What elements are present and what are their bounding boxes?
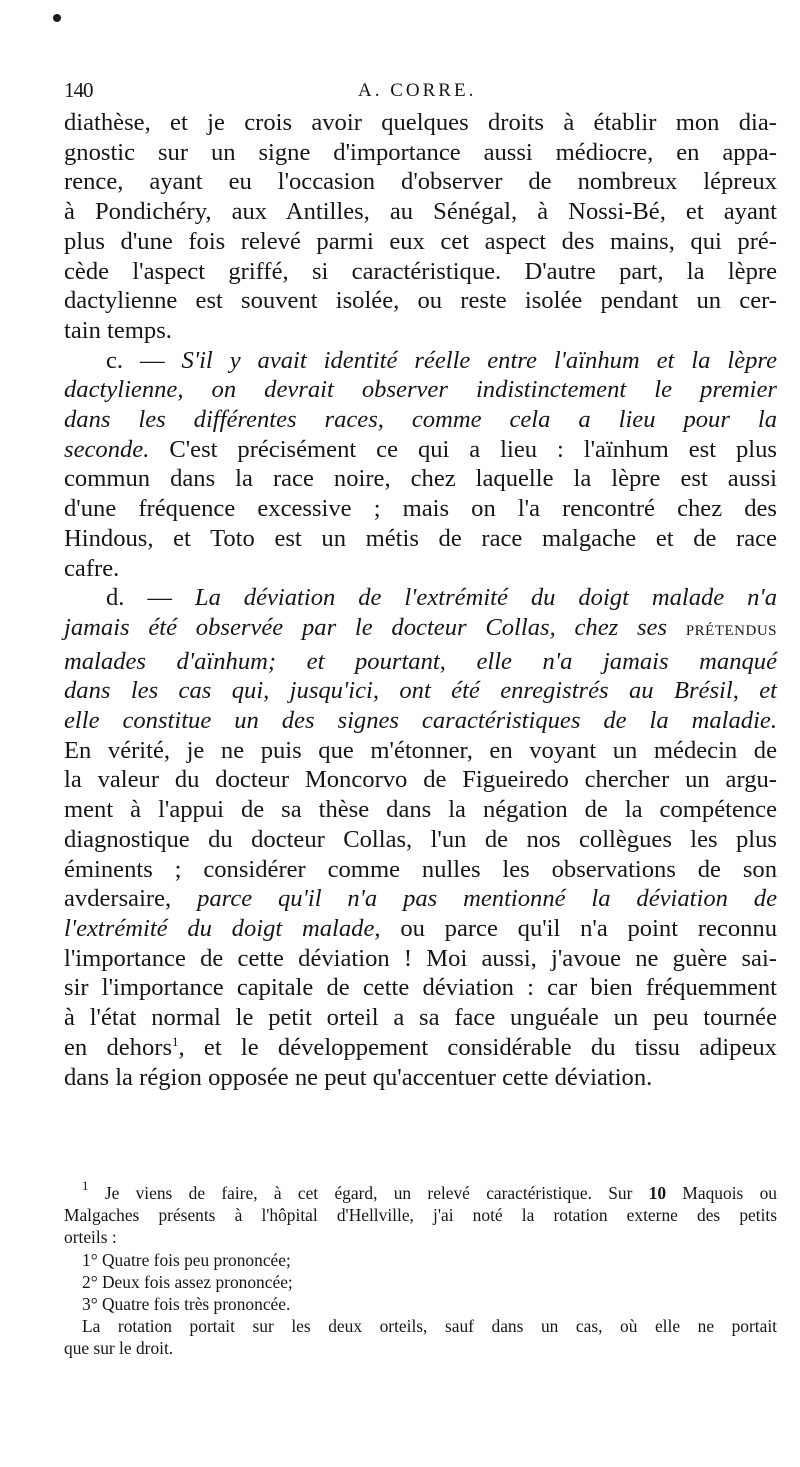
text-line bbox=[64, 884, 777, 914]
text-line: dactylienne est souvent isolée, ou reste isolée pendant un cer- bbox=[64, 287, 777, 315]
italic-quote: parce qu'il n'a pas mentionné la déviation de bbox=[197, 885, 777, 913]
text-line bbox=[64, 676, 777, 706]
page-number: 140 bbox=[64, 78, 93, 102]
text-line: à Pondichéry, aux Antilles, au Sénégal, à Nossi-Bé, et ayant bbox=[64, 198, 777, 226]
section-letter-c: c. bbox=[106, 346, 124, 374]
text-line bbox=[64, 405, 777, 435]
text-line: dans la région opposée ne peut qu'accentuer cette déviation. bbox=[64, 1063, 653, 1091]
text-line: d'une fréquence excessive ; mais on l'a rencontré chez des bbox=[64, 495, 777, 523]
em-dash: — bbox=[147, 584, 172, 612]
text-line: l'importance de cette déviation ! Moi aussi, j'avoue ne guère sai- bbox=[64, 944, 777, 972]
text-line bbox=[64, 1033, 777, 1063]
italic-proposition: La déviation de l'extrémité du doigt malade n'a bbox=[194, 584, 777, 612]
text-line: éminents ; considérer comme nulles les observations de son bbox=[64, 855, 777, 883]
text-line: plus d'une fois relevé parmi eux cet aspect des mains, qui pré- bbox=[64, 227, 777, 255]
text-line bbox=[64, 375, 777, 405]
text-line bbox=[64, 706, 777, 736]
italic-proposition: seconde. bbox=[64, 435, 150, 463]
section-letter-d: d. bbox=[106, 584, 125, 612]
text-line: ment à l'appui de sa thèse dans la négation de la compétence bbox=[64, 796, 777, 824]
footnote-line bbox=[64, 1178, 777, 1204]
text-line: gnostic sur un signe d'importance aussi médiocre, en appa- bbox=[64, 138, 777, 166]
footnote-line: orteils : bbox=[64, 1227, 117, 1248]
text-run: ou parce qu'il n'a point reconnu bbox=[400, 914, 778, 942]
footnote-list-item: 1° Quatre fois peu prononcée; bbox=[82, 1249, 291, 1270]
italic-proposition: malades d'aïnhum; et pourtant, elle n'a jamais manqué bbox=[64, 647, 777, 675]
main-text bbox=[64, 108, 777, 1092]
text-line: cafre. bbox=[64, 554, 120, 582]
small-caps-word: PRÉTENDUS bbox=[685, 622, 777, 639]
italic-proposition: elle constitue un des signes caractéristiques de la maladie. bbox=[64, 707, 777, 735]
page-header bbox=[64, 78, 760, 108]
text-line: commun dans la race noire, chez laquelle la lèpre est aussi bbox=[64, 465, 777, 493]
text-line bbox=[64, 914, 777, 944]
text-line bbox=[64, 613, 777, 647]
text-run: Maquois ou bbox=[682, 1183, 777, 1203]
footnote-line: que sur le droit. bbox=[64, 1338, 174, 1359]
italic-quote: l'extrémité du doigt malade, bbox=[64, 914, 381, 942]
text-line: cède l'aspect griffé, si caractéristique. D'autre part, la lèpre bbox=[64, 257, 777, 285]
text-line: rence, ayant eu l'occasion d'observer de nombreux lépreux bbox=[64, 168, 777, 196]
italic-proposition: dans les cas qui, jusqu'ici, ont été enregistrés au Brésil, et bbox=[64, 677, 777, 705]
italic-proposition: jamais été observée par le docteur Collas, bbox=[64, 613, 556, 641]
text-line: tain temps. bbox=[64, 316, 172, 344]
footnote-list-item: 3° Quatre fois très prononcée. bbox=[82, 1294, 291, 1315]
bold-number: 10 bbox=[648, 1183, 667, 1203]
italic-proposition: dans les différentes races, comme cela a lieu pour la bbox=[64, 406, 777, 434]
text-run: , et le développement considérable du tissu adipeux bbox=[178, 1033, 777, 1061]
text-line: diathèse, et je crois avoir quelques droits à établir mon dia- bbox=[64, 109, 777, 136]
em-dash: — bbox=[140, 346, 165, 374]
running-head: A. CORRE. bbox=[358, 80, 477, 101]
footnote-list-item: 2° Deux fois assez prononcée; bbox=[82, 1271, 293, 1292]
footnote-ref: 1 bbox=[172, 1033, 179, 1049]
text-line bbox=[64, 583, 777, 613]
text-line bbox=[64, 647, 777, 677]
footnote-marker: 1 bbox=[82, 1178, 89, 1193]
footnote-line: Malgaches présents à l'hôpital d'Hellville, j'ai noté la rotation externe des petits bbox=[64, 1205, 777, 1226]
text-line: à l'état normal le petit orteil a sa face unguéale un peu tournée bbox=[64, 1004, 777, 1032]
text-line: sir l'importance capitale de cette déviation : car bien fréquemment bbox=[64, 974, 777, 1002]
text-line: Hindous, et Toto est un métis de race malgache et de race bbox=[64, 524, 777, 552]
text-line bbox=[64, 346, 777, 376]
text-run: Je viens de faire, à cet égard, un relevé caractéristique. Sur bbox=[104, 1183, 633, 1203]
text-line bbox=[64, 435, 777, 465]
text-line: En vérité, je ne puis que m'étonner, en voyant un médecin de bbox=[64, 736, 777, 764]
ink-spot bbox=[53, 14, 61, 22]
italic-proposition: dactylienne, on devrait observer indistinctement le premier bbox=[64, 376, 777, 404]
text-line: la valeur du docteur Moncorvo de Figueiredo chercher un argu- bbox=[64, 766, 777, 794]
text-run: C'est précisément ce qui a lieu : l'aïnhum est plus bbox=[169, 435, 777, 463]
text-line: diagnostique du docteur Collas, l'un de nos collègues les plus bbox=[64, 825, 777, 853]
text-run: avdersaire, bbox=[64, 885, 172, 913]
footnote-line: La rotation portait sur les deux orteils, sauf dans un cas, où elle ne portait bbox=[82, 1316, 777, 1337]
italic-proposition: S'il y avait identité réelle entre l'aïnhum et la lèpre bbox=[181, 346, 777, 374]
footnotes bbox=[64, 1178, 777, 1360]
text-run: en dehors bbox=[64, 1033, 173, 1061]
italic-proposition: chez ses bbox=[574, 613, 668, 641]
